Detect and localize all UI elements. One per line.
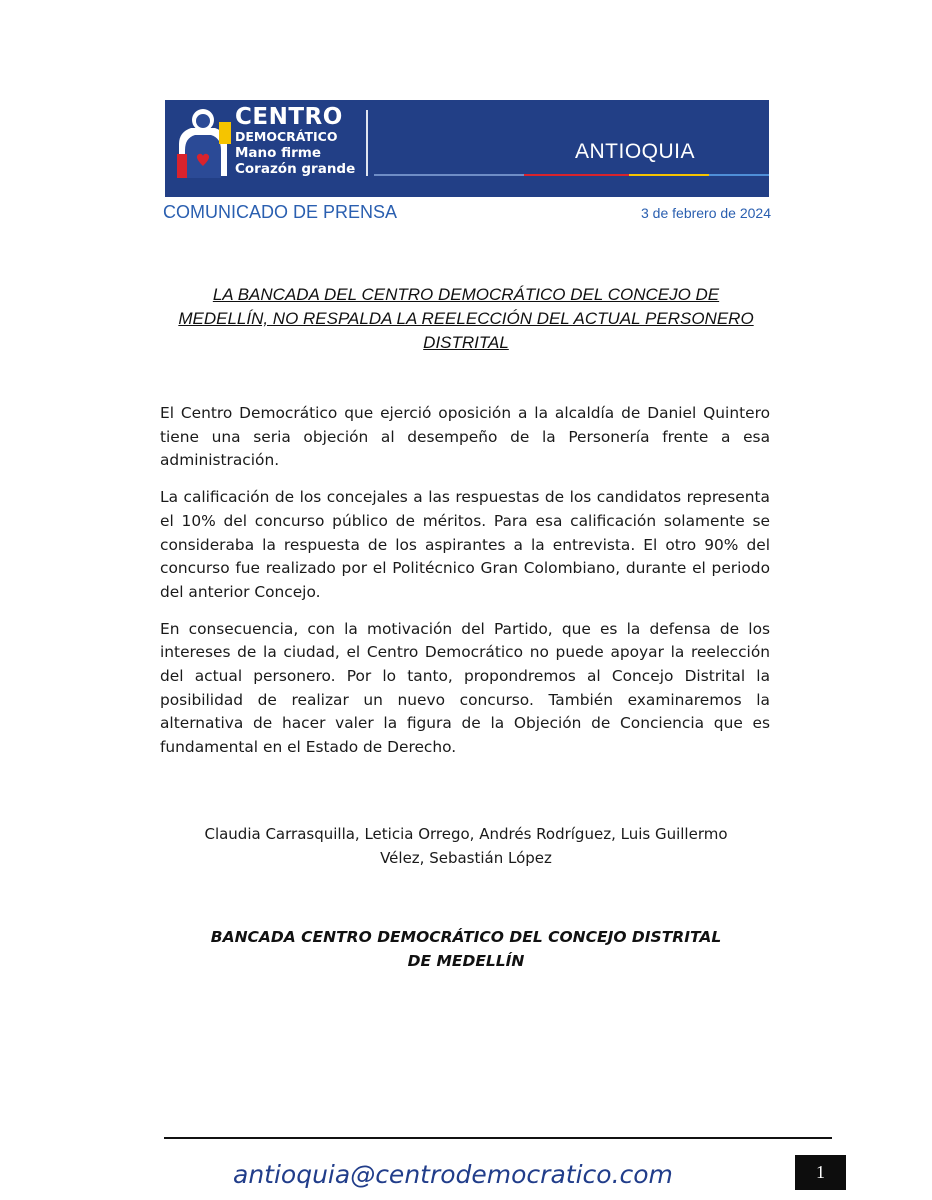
- logo-line-democratico: DEMOCRÁTICO: [235, 129, 338, 144]
- header-banner: [165, 100, 769, 197]
- headline-line-3: DISTRITAL: [423, 333, 509, 352]
- logo-line-centro: CENTRO: [235, 104, 343, 130]
- headline: [165, 283, 767, 355]
- logo-slogan-1: Mano firme: [235, 145, 322, 161]
- headline-line-1: LA BANCADA DEL CENTRO DEMOCRÁTICO DEL CONCEJO DE: [212, 285, 720, 304]
- headline-line-2: MEDELLÍN, NO RESPALDA LA REELECCIÓN DEL ACTUAL PERSONERO: [178, 309, 754, 328]
- logo-slogan-2: Corazón grande: [235, 161, 356, 177]
- signers-line-2: Vélez, Sebastián López: [380, 849, 552, 867]
- signers: [150, 822, 782, 870]
- release-date: 3 de febrero de 2024: [641, 205, 771, 221]
- region-title: ANTIOQUIA: [575, 140, 696, 163]
- paragraph-1: El Centro Democrático que ejerció oposición a la alcaldía de Daniel Quintero tiene una seria objeción al desempeño de la Personería frente a esa administración.: [160, 404, 770, 470]
- closing-line-2: DE MEDELLÍN: [407, 952, 525, 970]
- stripe-yellow: [629, 174, 709, 176]
- press-release-label: COMUNICADO DE PRENSA: [163, 202, 398, 222]
- stripe-blue: [374, 174, 524, 176]
- banner-divider: [366, 110, 368, 176]
- stripe-red: [524, 174, 629, 176]
- footer-rule: [164, 1137, 832, 1139]
- party-logo-text: [235, 106, 355, 177]
- footer-email: antioquia@centrodemocratico.com: [233, 1160, 673, 1189]
- stripe-light-blue: [709, 174, 769, 176]
- paragraph-3: En consecuencia, con la motivación del Partido, que es la defensa de los intereses de la ciudad, el Centro Democrático no puede apoyar la reelección del actual personero. Por lo tanto, propondremos al Concejo Distrital la posibilidad de realizar un nuevo concurso. También examinaremos la alternativa de hacer valer la figura de la Objeción de Conciencia que es fundamental en el Estado de Derecho.: [160, 619, 770, 757]
- closing-line-1: BANCADA CENTRO DEMOCRÁTICO DEL CONCEJO DISTRITAL: [210, 928, 722, 946]
- paragraph-2: La calificación de los concejales a las respuestas de los candidatos representa el 10% del concurso público de méritos. Para esa calificación solamente se consideraba la respuesta de los aspirantes a la entrevista. El otro 90% del concurso fue realizado por el Politécnico Gran Colombiano, durante el periodo del anterior Concejo.: [160, 488, 770, 601]
- body-text: [160, 402, 770, 773]
- flag-stripes: [374, 174, 769, 176]
- page-number: 1: [795, 1155, 846, 1190]
- party-logo-figure-icon: [173, 104, 233, 182]
- closing-signature: [140, 925, 792, 973]
- signers-line-1: Claudia Carrasquilla, Leticia Orrego, Andrés Rodríguez, Luis Guillermo: [204, 825, 728, 843]
